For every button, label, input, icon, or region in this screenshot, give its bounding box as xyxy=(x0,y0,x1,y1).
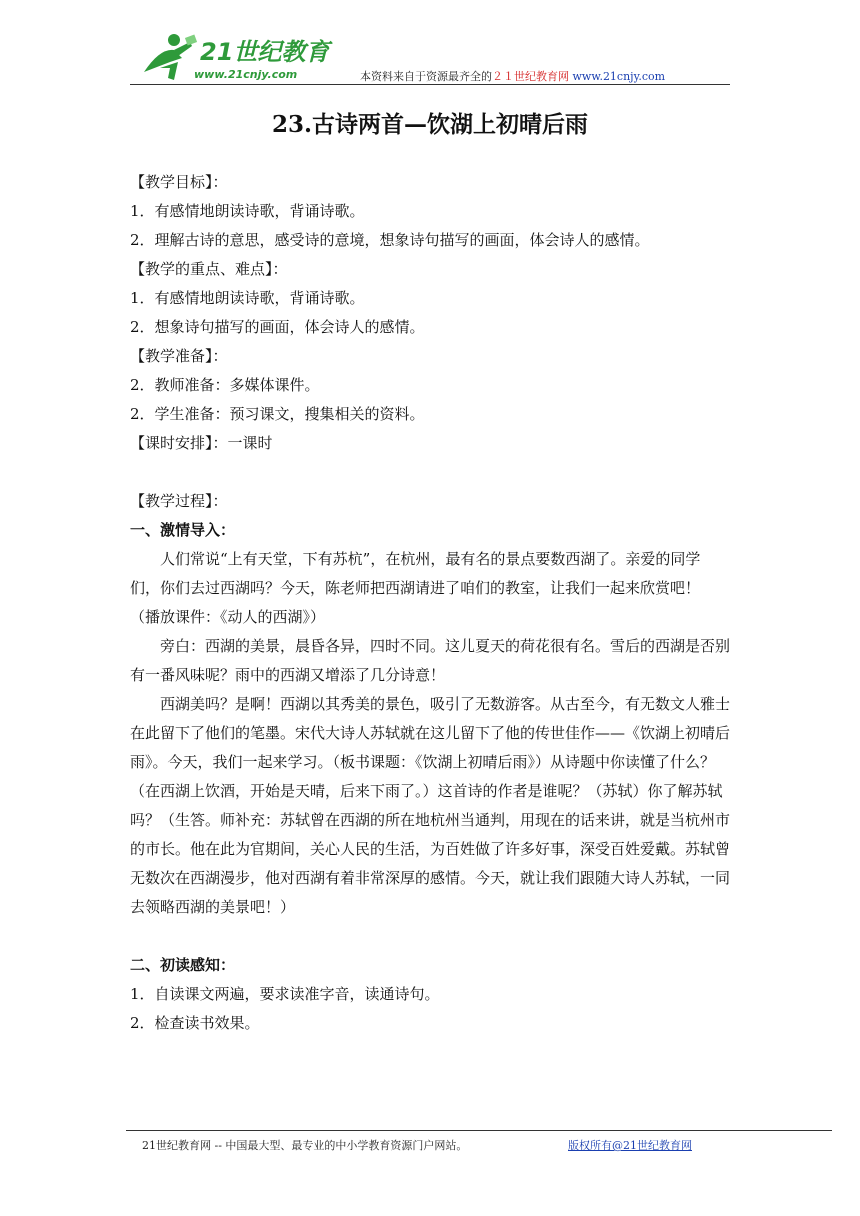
blank-line xyxy=(130,922,730,951)
blank-line xyxy=(130,458,730,487)
paragraph: 西湖美吗？是啊！西湖以其秀美的景色，吸引了无数游客。从古至今，有无数文人雅士在此留下了他们的笔墨。宋代大诗人苏轼就在这儿留下了他的传世佳作——《饮湖上初晴后雨》。今天，我们一起来学习。（板书课题：《饮湖上初晴后雨》）从诗题中你读懂了什么？（在西湖上饮酒，开始是天晴，后来下雨了。）这首诗的作者是谁呢？（苏轼）你了解苏轼吗？（生答。师补充：苏轼曾在西湖的所在地杭州当通判，用现在的话来讲，就是当杭州市的市长。他在此为官期间，关心人民的生活，为百姓做了许多好事，深受百姓爱戴。苏轼曾无数次在西湖漫步，他对西湖有着非常深厚的感情。今天，就让我们跟随大诗人苏轼，一同去领略西湖的美景吧！） xyxy=(130,695,731,916)
header-divider xyxy=(130,84,730,85)
source-name-link[interactable]: ２１世纪教育网 xyxy=(492,70,569,83)
key-heading: 【教学的重点、难点】： xyxy=(130,260,288,278)
logo xyxy=(130,28,340,84)
key-item: 1．有感情地朗读诗歌，背诵诗歌。 xyxy=(130,289,365,307)
svg-text:21世纪教育: 21世纪教育 xyxy=(200,38,330,66)
schedule-line: 【课时安排】：一课时 xyxy=(130,434,273,452)
paragraph: 旁白：西湖的美景，晨昏各异，四时不同。这儿夏天的荷花很有名。雪后的西湖是否别有一番风味呢？雨中的西湖又增添了几分诗意！ xyxy=(130,637,731,684)
play-line: （播放课件：《动人的西湖》） xyxy=(130,608,326,626)
section-heading: 一、激情导入： xyxy=(130,521,236,539)
document-title: 23.古诗两首—饮湖上初晴后雨 xyxy=(271,111,588,138)
source-prefix: 本资料来自于资源最齐全的 xyxy=(360,70,492,83)
read-item: 2．检查读书效果。 xyxy=(130,1014,260,1032)
copyright-link[interactable]: 版权所有@21世纪教育网 xyxy=(568,1139,692,1152)
svg-text:www.21cnjy.com: www.21cnjy.com xyxy=(194,68,298,81)
section-heading: 二、初读感知： xyxy=(130,956,236,974)
source-url-link[interactable]: www.21cnjy.com xyxy=(572,70,666,83)
paragraph: 人们常说“上有天堂，下有苏杭”，在杭州，最有名的景点要数西湖了。亲爱的同学们，你们去过西湖吗？今天，陈老师把西湖请进了咱们的教室，让我们一起来欣赏吧！ xyxy=(130,550,701,597)
prep-item: 2．学生准备：预习课文，搜集相关的资料。 xyxy=(130,405,425,423)
prep-heading: 【教学准备】： xyxy=(130,347,228,365)
goal-item: 1．有感情地朗读诗歌，背诵诗歌。 xyxy=(130,202,365,220)
process-heading: 【教学过程】： xyxy=(130,492,228,510)
footer-divider xyxy=(126,1130,832,1131)
page-footer xyxy=(142,1137,692,1153)
goals-heading: 【教学目标】： xyxy=(130,173,228,191)
goal-item: 2．理解古诗的意思，感受诗的意境，想象诗句描写的画面，体会诗人的感情。 xyxy=(130,231,650,249)
key-item: 2．想象诗句描写的画面，体会诗人的感情。 xyxy=(130,318,425,336)
footer-text: 21世纪教育网 -- 中国最大型、最专业的中小学教育资源门户网站。 xyxy=(142,1139,468,1152)
header-source-text xyxy=(360,68,665,84)
page-header xyxy=(130,28,730,86)
prep-item: 2．教师准备：多媒体课件。 xyxy=(130,376,320,394)
document-body xyxy=(130,168,730,1038)
read-item: 1．自读课文两遍，要求读准字音，读通诗句。 xyxy=(130,985,440,1003)
